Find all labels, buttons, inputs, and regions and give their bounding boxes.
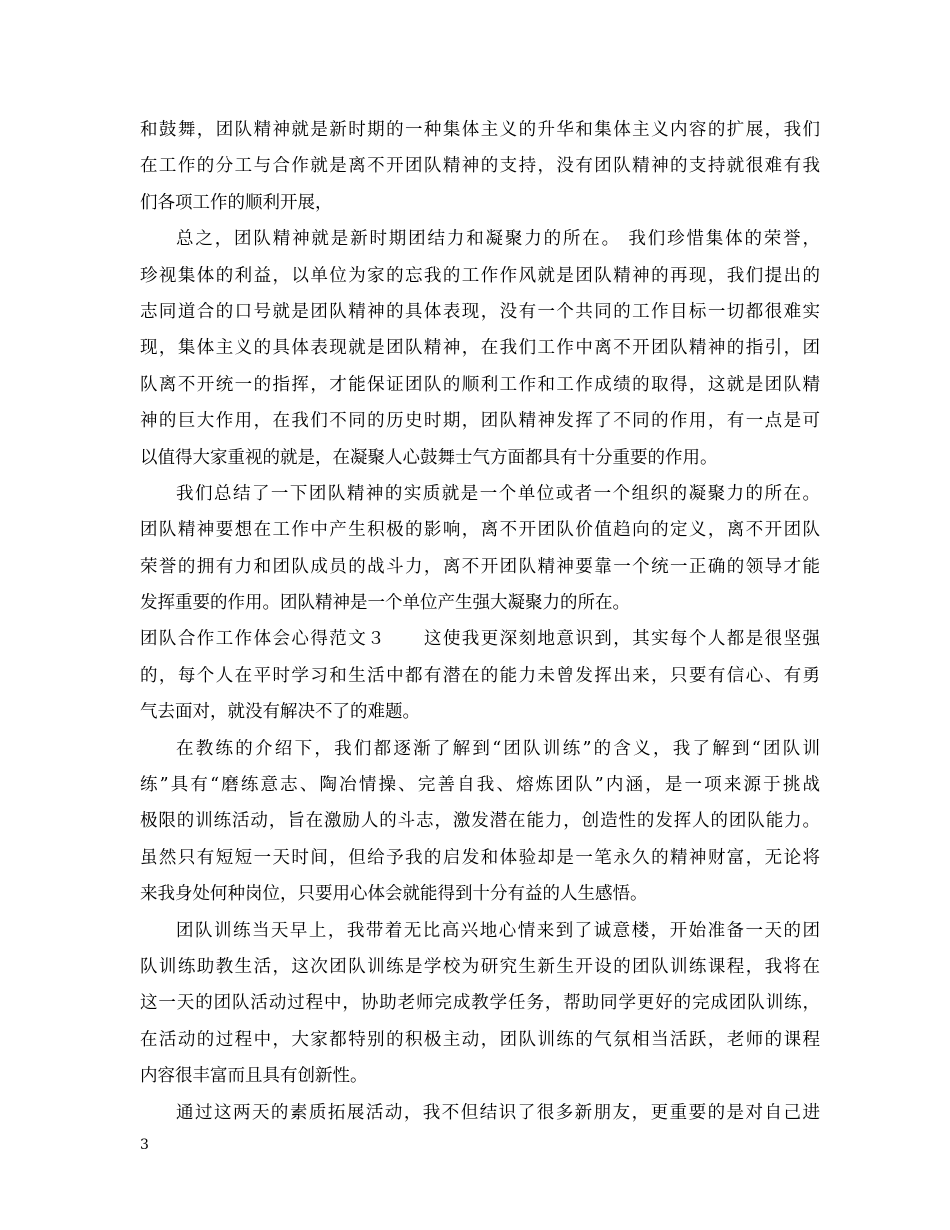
text-line: 来我身处何种岗位，只要用心体会就能得到十分有益的人生感悟。 <box>140 884 648 905</box>
text-line: 队训练助教生活，这次团队训练是学校为研究生新生开设的团队训练课程，我将在 <box>140 956 820 977</box>
text-line: 志同道合的口号就是团队精神的具体表现，没有一个共同的工作目标一切都很难实 <box>140 301 820 322</box>
text-line: 珍视集体的利益，以单位为家的忘我的工作作风就是团队精神的再现，我们提出的 <box>140 265 820 286</box>
text-line: 这一天的团队活动过程中，协助老师完成教学任务，帮助同学更好的完成团队训练， <box>140 993 820 1014</box>
text-line: 队离不开统一的指挥，才能保证团队的顺利工作和工作成绩的取得，这就是团队精 <box>140 374 820 395</box>
text-line: 荣誉的拥有力和团队成员的战斗力，离不开团队精神要靠一个统一正确的领导才能 <box>140 556 820 577</box>
text-line: 通过这两天的素质拓展活动，我不但结识了很多新朋友，更重要的是对自己进 <box>176 1102 820 1123</box>
text-line: 我们总结了一下团队精神的实质就是一个单位或者一个组织的凝聚力的所在。 <box>176 483 820 504</box>
text-line: 极限的训练活动，旨在激励人的斗志，激发潜在能力，创造性的发挥人的团队能力。 <box>140 811 820 832</box>
page-number: 3 <box>140 1137 149 1153</box>
text-line: 在活动的过程中，大家都特别的积极主动，团队训练的气氛相当活跃，老师的课程 <box>140 1029 820 1050</box>
text-line: 的，每个人在平时学习和生活中都有潜在的能力未曾发挥出来，只要有信心、有勇 <box>140 665 820 686</box>
text-line: 在教练的介绍下，我们都逐渐了解到“团队训练”的含义，我了解到“团队训 <box>176 738 820 759</box>
body-text <box>140 112 820 1131</box>
text-line: 总之，团队精神就是新时期团结力和凝聚力的所在。 我们珍惜集体的荣誉， <box>176 229 820 250</box>
text-line: 练”具有“磨练意志、陶冶情操、完善自我、熔炼团队”内涵，是一项来源于挑战 <box>140 775 820 796</box>
text-line: 气去面对，就没有解决不了的难题。 <box>140 702 420 723</box>
text-line: 神的巨大作用，在我们不同的历史时期，团队精神发挥了不同的作用，有一点是可 <box>140 411 820 432</box>
text-line: 虽然只有短短一天时间，但给予我的启发和体验却是一笔永久的精神财富，无论将 <box>140 847 820 868</box>
text-line: 在工作的分工与合作就是离不开团队精神的支持，没有团队精神的支持就很难有我 <box>140 156 820 177</box>
text-line: 们各项工作的顺利开展， <box>140 192 333 213</box>
text-line: 团队合作工作体会心得范文３ 这使我更深刻地意识到，其实每个人都是很坚强 <box>140 629 820 650</box>
text-line: 团队精神要想在工作中产生积极的影响，离不开团队价值趋向的定义，离不开团队 <box>140 520 820 541</box>
text-line: 团队训练当天早上，我带着无比高兴地心情来到了诚意楼，开始准备一天的团 <box>176 920 820 941</box>
text-line: 和鼓舞，团队精神就是新时期的一种集体主义的升华和集体主义内容的扩展，我们 <box>140 120 820 140</box>
text-line: 内容很丰富而且具有创新性。 <box>140 1066 368 1087</box>
text-line: 以值得大家重视的就是，在凝聚人心鼓舞士气方面都具有十分重要的作用。 <box>140 447 718 468</box>
text-line: 发挥重要的作用。团队精神是一个单位产生强大凝聚力的所在。 <box>140 593 630 614</box>
text-line: 现，集体主义的具体表现就是团队精神，在我们工作中离不开团队精神的指引，团 <box>140 338 820 359</box>
